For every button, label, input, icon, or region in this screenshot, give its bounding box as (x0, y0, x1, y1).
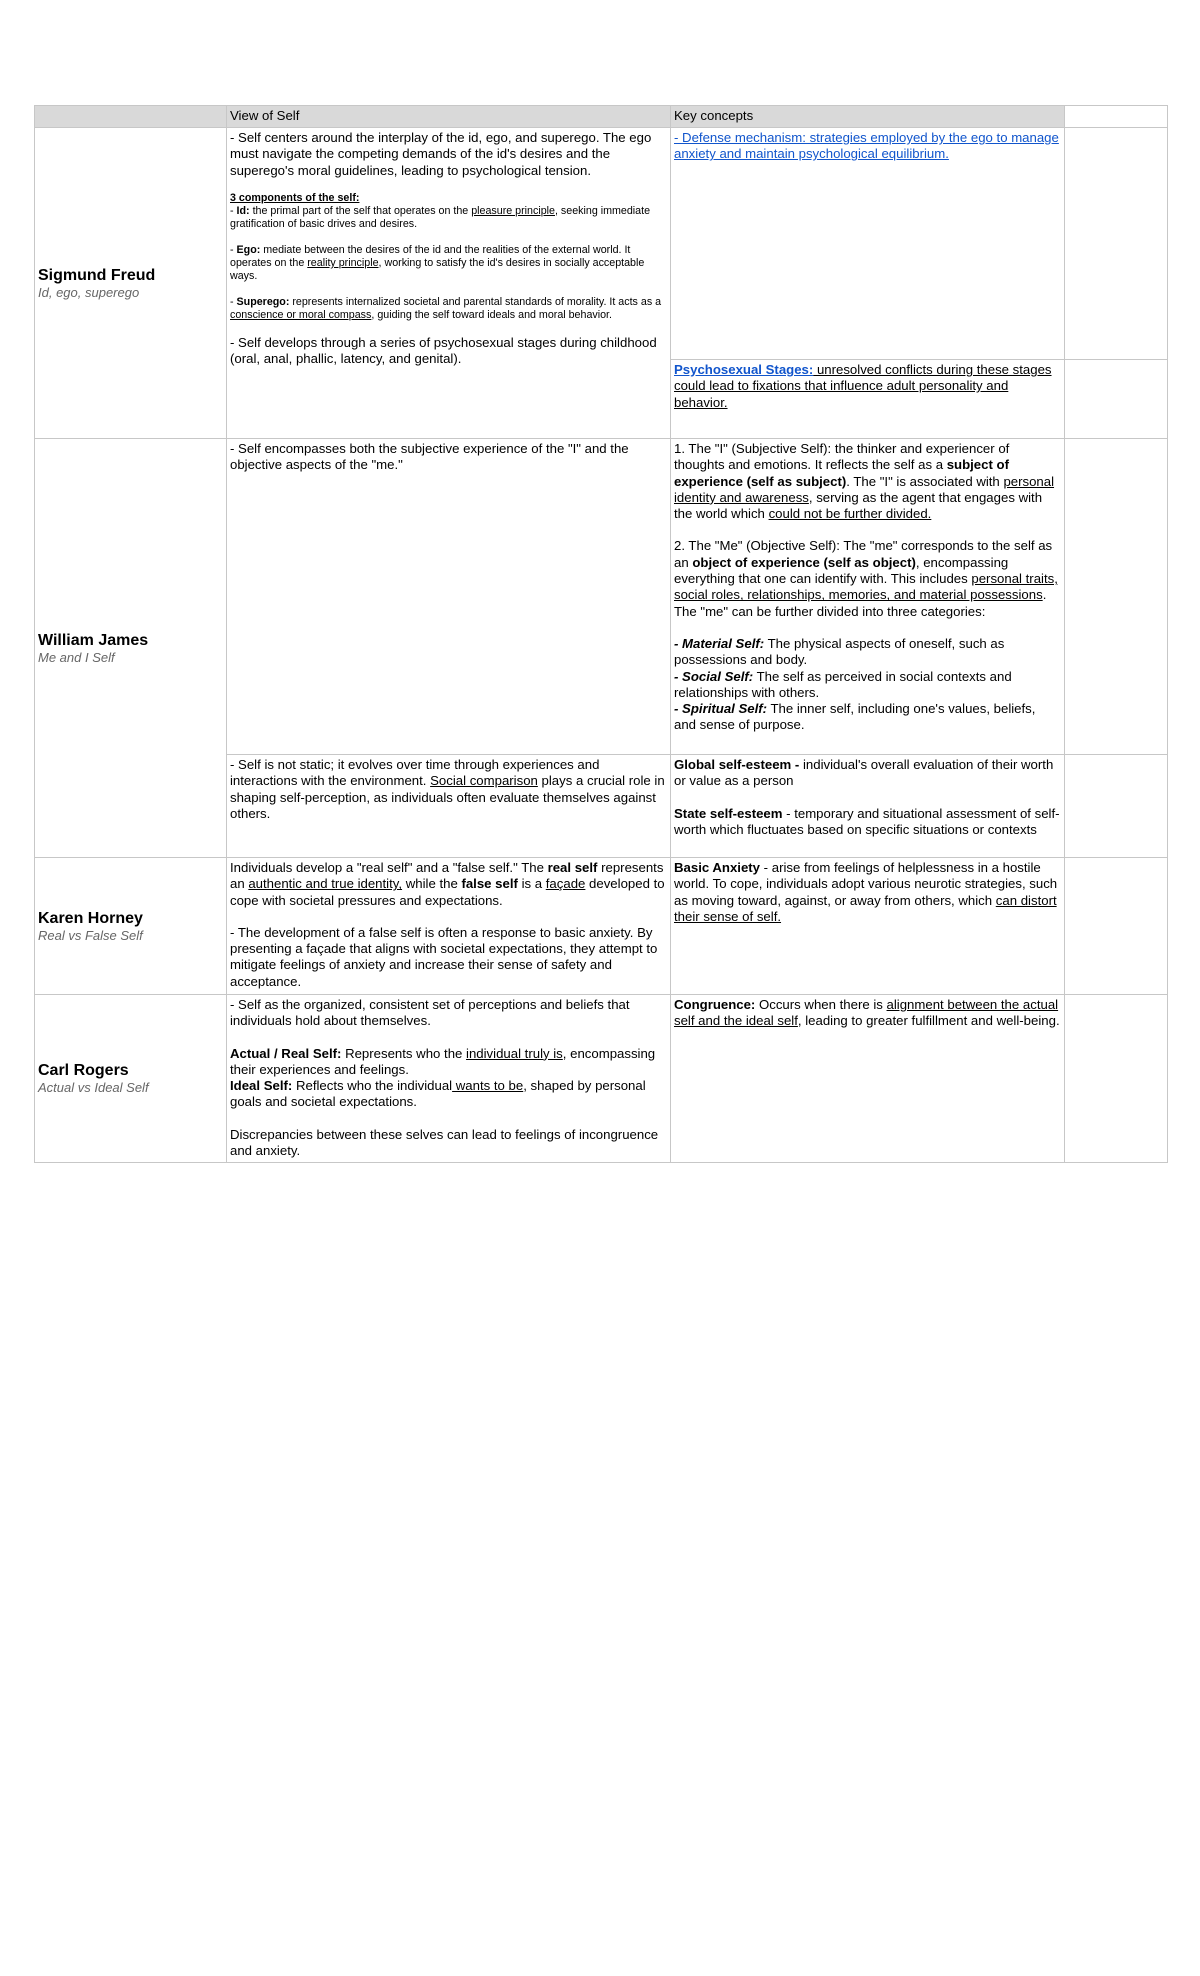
actual-self: Actual / Real Self: Represents who the individual truly is, encompassing their experiences and feelings. (230, 1045, 656, 1077)
rogers-extra-cell[interactable] (1065, 995, 1168, 1163)
theory-subtitle: Real vs False Self (38, 927, 143, 943)
social-self: - Social Self: The self as perceived in social contexts and relationships with others. (674, 668, 1012, 700)
freud-concept-defense-cell[interactable] (671, 128, 1065, 360)
global-self-esteem: Global self-esteem - individual's overall evaluation of their worth or value as a person (674, 757, 1054, 789)
rogers-view-3: Discrepancies between these selves can lead to feelings of incongruence and anxiety. (230, 1126, 659, 1159)
freud-row-1 (35, 128, 1168, 360)
congruence: Congruence: Occurs when there is alignment between the actual self and the ideal self, leading to greater fulfillment and well-being. (674, 997, 1060, 1029)
james-view-1: - Self encompasses both the subjective experience of the "I" and the objective aspects of the "me." (230, 441, 629, 473)
ego-text-end: , working to satisfy the id's desires in socially acceptable ways. (230, 256, 645, 282)
me-self-text: 2. The "Me" (Objective Self): The "me" corresponds to the self as an object of experience (self as object), encompassing everything that one can identify with. This includes personal traits, social roles, relationships, memories, and material possessions. The "me" can be further divided into three categories: (674, 538, 1058, 619)
theory-subtitle: Me and I Self (38, 649, 115, 665)
james-row-1 (35, 439, 1168, 755)
theorist-name: Sigmund Freud (38, 266, 156, 284)
theorist-name: Carl Rogers (38, 1062, 129, 1079)
theory-subtitle: Actual vs Ideal Self (38, 1080, 149, 1095)
superego-text: represents internalized societal and parental standards of morality. It acts as a (289, 295, 662, 308)
james-concepts-cell-2[interactable] (671, 755, 1065, 858)
id-text: the primal part of the self that operates on the (249, 204, 472, 217)
spreadsheet-table (34, 105, 1168, 1163)
header-cell-concepts[interactable]: Key concepts (671, 106, 1065, 128)
rogers-view-cell[interactable] (227, 995, 671, 1163)
state-self-esteem: State self-esteem - temporary and situational assessment of self-worth which fluctuates based on specific situations or contexts (674, 805, 1060, 837)
psychosexual-stages-link[interactable]: Psychosexual Stages: (674, 362, 814, 377)
ego-label: Ego: (236, 243, 261, 256)
i-self-text: 1. The "I" (Subjective Self): the thinker and experiencer of thoughts and emotions. It reflects the self as a subject of experience (self as subject). The "I" is associated with personal identity and awareness, serving as the agent that engages with the world which could not be further divided. (674, 441, 1055, 522)
freud-stages-text: - Self develops through a series of psychosexual stages during childhood (oral, anal, phallic, latency, and genital). (230, 334, 657, 367)
spiritual-self: - Spiritual Self: The inner self, including one's values, beliefs, and sense of purpose. (674, 701, 1036, 733)
superego-text-end: , guiding the self toward ideals and moral behavior. (371, 308, 612, 321)
horney-view-2: - The development of a false self is often a response to basic anxiety. By presenting a façade that aligns with societal expectations, they attempt to mitigate feelings of anxiety and increase their sense of safety and acceptance. (230, 924, 658, 989)
freud-view-cell[interactable] (227, 128, 671, 439)
james-view-2: - Self is not static; it evolves over time through experiences and interactions with the environment. Social comparison plays a crucial role in shaping self-perception, as individuals often evaluate themselves against others. (230, 757, 665, 821)
james-concepts-cell-1[interactable] (671, 439, 1065, 755)
superego-label: Superego: (236, 295, 290, 308)
ideal-self: Ideal Self: Reflects who the individual wants to be, shaped by personal goals and societal expectations. (230, 1078, 646, 1110)
freud-concept-stages-cell[interactable] (671, 360, 1065, 439)
rogers-concepts-cell[interactable] (671, 995, 1065, 1163)
moral-compass: conscience or moral compass (230, 308, 372, 321)
james-extra-cell-1[interactable] (1065, 439, 1168, 755)
freud-extra-cell-2[interactable] (1065, 360, 1168, 439)
rogers-row (35, 995, 1168, 1163)
id-text-end: , seeking immediate gratification of basic drives and desires. (230, 204, 651, 230)
rogers-name-cell[interactable] (35, 995, 227, 1163)
psychosexual-stages-text: unresolved conflicts during these stages could lead to fixations that influence adult personality and behavior. (674, 362, 1052, 410)
horney-view-cell[interactable] (227, 858, 671, 995)
james-view-cell-2[interactable] (227, 755, 671, 858)
id-label: Id: (236, 204, 250, 217)
theory-subtitle: Id, ego, superego (38, 284, 140, 300)
freud-name-cell[interactable] (35, 128, 227, 439)
header-row (35, 106, 1168, 128)
header-cell-name[interactable] (35, 106, 227, 128)
james-extra-cell-2[interactable] (1065, 755, 1168, 858)
material-self: - Material Self: The physical aspects of oneself, such as possessions and body. (674, 635, 1005, 668)
ego-text: mediate between the desires of the id and the realities of the external world. It operates on the (230, 243, 631, 269)
freud-view-intro: - Self centers around the interplay of the id, ego, and superego. The ego must navigate the competing demands of the id's desires and the superego's moral guidelines, leading to psychological tension. (230, 130, 652, 178)
pleasure-principle: pleasure principle (471, 204, 555, 217)
components-heading: 3 components of the self: (230, 191, 360, 204)
rogers-view-1: - Self as the organized, consistent set of perceptions and beliefs that individuals hold about themselves. (230, 997, 630, 1029)
header-cell-view[interactable]: View of Self (227, 106, 671, 128)
freud-components: 3 components of the self: - Id: the primal part of the self that operates on the pleasure principle, seeking immediate gratification of basic drives and desires. - Ego: mediate between the desires of the id and the realities of the external world. It operates on the reality principle, working to satisfy the id's desires in socially acceptable ways. - Superego: represents internalized societal and parental standards of morality. It acts as a conscience or moral compass, guiding the self toward ideals and moral behavior. (230, 191, 662, 321)
horney-concepts-cell[interactable] (671, 858, 1065, 995)
horney-view-1: Individuals develop a "real self" and a "false self." The real self represents an authentic and true identity, while the false self is a façade developed to cope with societal pressures and expectations. (230, 860, 665, 908)
horney-extra-cell[interactable] (1065, 858, 1168, 995)
theorist-name: Karen Horney (38, 909, 143, 927)
defense-mechanism-link[interactable]: - Defense mechanism: strategies employed by the ego to manage anxiety and maintain psychological equilibrium. (674, 130, 1059, 162)
horney-name-cell[interactable] (35, 858, 227, 995)
james-view-cell-1[interactable] (227, 439, 671, 755)
freud-extra-cell-1[interactable] (1065, 128, 1168, 360)
header-cell-extra[interactable] (1065, 106, 1168, 128)
james-name-cell[interactable] (35, 439, 227, 858)
horney-row (35, 858, 1168, 995)
basic-anxiety: Basic Anxiety - arise from feelings of helplessness in a hostile world. To cope, individuals adopt various neurotic strategies, such as moving toward, against, or away from others, which can distort their sense of self. (674, 860, 1058, 924)
reality-principle: reality principle (307, 256, 379, 269)
theorist-name: William James (38, 631, 149, 649)
